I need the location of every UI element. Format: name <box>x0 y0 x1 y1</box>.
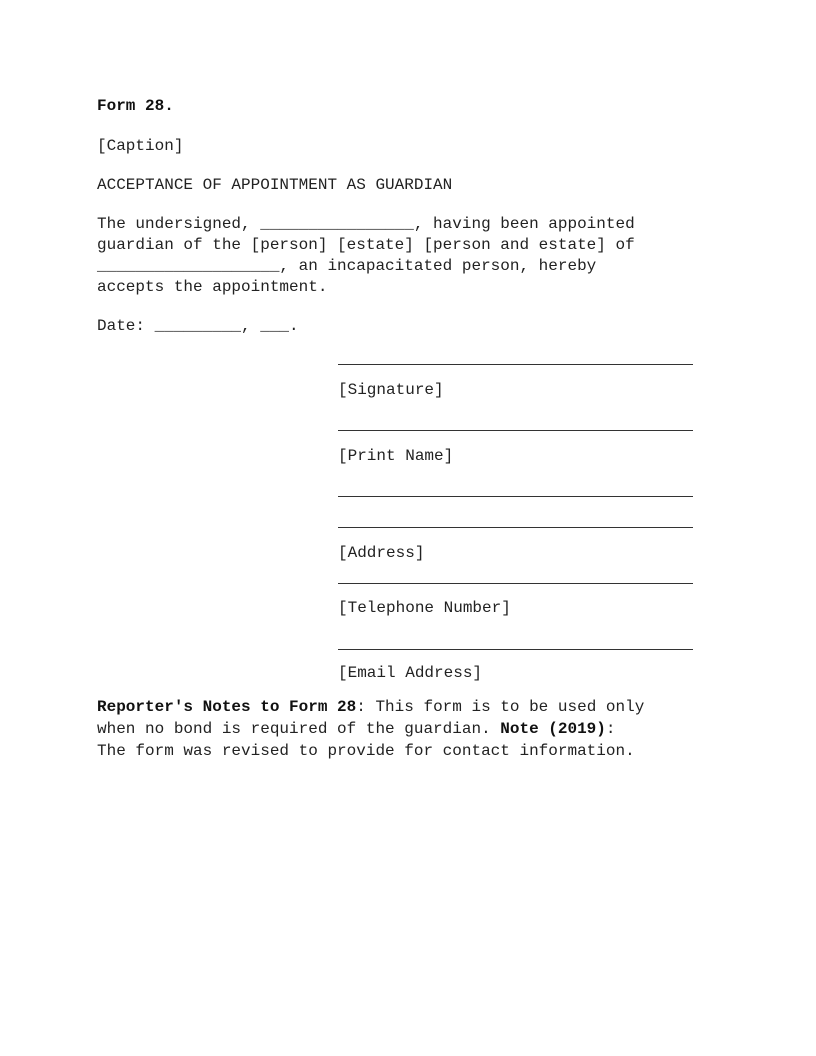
body-line: accepts the appointment. <box>97 278 328 296</box>
print-name-label: [Print Name] <box>338 447 454 465</box>
address-label: [Address] <box>338 544 425 562</box>
heading: ACCEPTANCE OF APPOINTMENT AS GUARDIAN <box>97 176 453 194</box>
body-line: guardian of the [person] [estate] [person and estate] of <box>97 236 635 254</box>
reporters-notes <box>97 696 644 762</box>
address-line-1 <box>338 496 693 497</box>
signature-label: [Signature] <box>338 381 444 399</box>
notes-text: when no bond is required of the guardian. <box>97 720 501 738</box>
notes-text: The form was revised to provide for contact information. <box>97 742 635 760</box>
form-title <box>97 96 174 117</box>
email-line <box>338 649 693 650</box>
notes-text: : This form is to be used only <box>356 698 645 716</box>
form-title-text: Form 28. <box>97 97 174 115</box>
telephone-label: [Telephone Number] <box>338 599 511 617</box>
notes-label: Reporter's Notes to Form 28 <box>97 698 357 716</box>
body-line: The undersigned, ________________, having been appointed <box>97 215 635 233</box>
date-line: Date: _________, ___. <box>97 317 299 335</box>
note-colon: : <box>605 720 616 738</box>
body-line: ___________________, an incapacitated person, hereby <box>97 257 597 275</box>
telephone-line <box>338 583 693 584</box>
signature-line <box>338 364 693 365</box>
print-name-line <box>338 430 693 431</box>
caption: [Caption] <box>97 137 184 155</box>
address-line-2 <box>338 527 693 528</box>
email-label: [Email Address] <box>338 664 483 682</box>
note-2019-label: Note (2019) <box>500 720 606 738</box>
